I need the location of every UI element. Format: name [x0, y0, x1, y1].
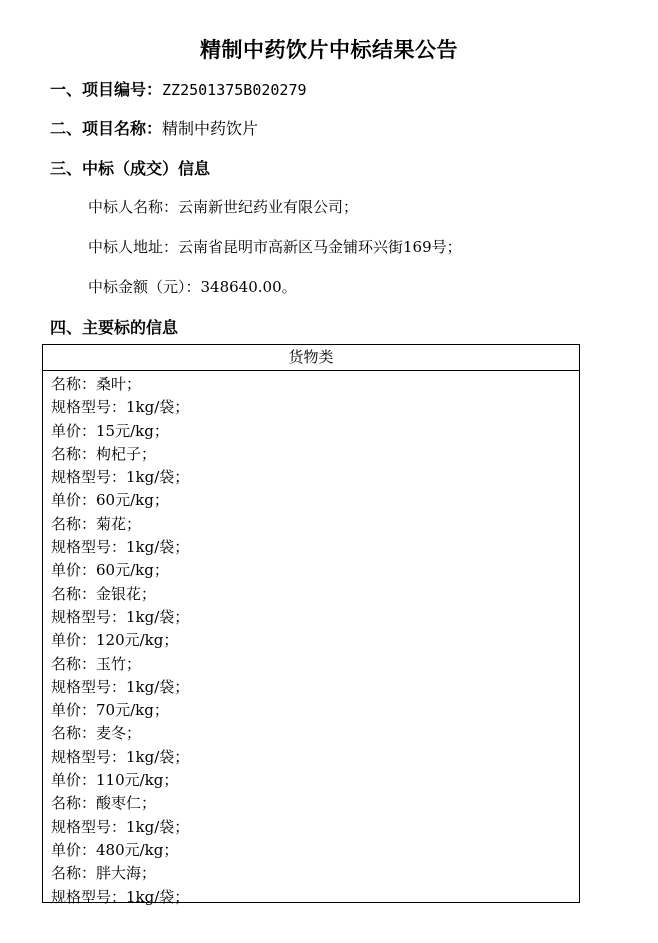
- winner-info-heading: [50, 156, 210, 179]
- goods-line: 规格型号：1kg/袋；: [51, 747, 190, 766]
- project-number-row: [50, 77, 307, 100]
- project-name-row: [50, 116, 258, 139]
- goods-line: 单价：120元/kg；: [51, 631, 179, 650]
- project-name-label: 二、项目名称：: [50, 119, 163, 138]
- project-number-label: 一、项目编号：: [50, 80, 163, 99]
- project-number-value: ZZ2501375B020279: [162, 81, 307, 99]
- goods-line: 单价：480元/kg；: [51, 840, 179, 859]
- subject-info-heading: [50, 315, 178, 338]
- goods-table-body: [43, 371, 579, 909]
- page-title: 精制中药饮片中标结果公告: [200, 38, 458, 62]
- goods-line: 名称：菊花；: [51, 514, 142, 533]
- goods-line: 规格型号：1kg/袋；: [51, 607, 190, 626]
- goods-table-header: 货物类: [43, 345, 579, 371]
- goods-line: 单价：110元/kg；: [51, 771, 179, 790]
- goods-line: 名称：枸杞子；: [51, 444, 157, 463]
- project-name-value: 精制中药饮片: [162, 119, 259, 138]
- goods-line: 规格型号：1kg/袋；: [51, 887, 190, 906]
- winner-amount-line: 中标金额（元）：348640.00。: [88, 278, 297, 296]
- goods-line: 规格型号：1kg/袋；: [51, 538, 190, 557]
- goods-line: 单价：70元/kg；: [51, 701, 169, 720]
- goods-line: 名称：桑叶；: [51, 375, 142, 393]
- goods-line: 规格型号：1kg/袋；: [51, 677, 190, 696]
- goods-line: 规格型号：1kg/袋；: [51, 817, 190, 836]
- goods-line: 规格型号：1kg/袋；: [51, 468, 190, 487]
- goods-table: [42, 344, 580, 906]
- winner-info-label: 三、中标（成交）信息: [50, 159, 211, 178]
- goods-line: 单价：15元/kg；: [51, 421, 169, 440]
- goods-line: 名称：玉竹；: [51, 654, 142, 673]
- winner-name-line: 中标人名称：云南新世纪药业有限公司；: [88, 198, 359, 216]
- goods-line: 单价：60元/kg；: [51, 491, 169, 510]
- goods-line: 单价：60元/kg；: [51, 561, 169, 580]
- goods-line: 规格型号：1kg/袋；: [51, 398, 190, 417]
- subject-info-label: 四、主要标的信息: [50, 318, 179, 337]
- goods-line: 名称：胖大海；: [51, 864, 157, 883]
- goods-line: 名称：麦冬；: [51, 724, 142, 743]
- goods-line: 名称：酸枣仁；: [51, 794, 157, 813]
- goods-line: 名称：金银花；: [51, 584, 157, 603]
- winner-address-line: 中标人地址：云南省昆明市高新区马金铺环兴街169号；: [88, 238, 462, 256]
